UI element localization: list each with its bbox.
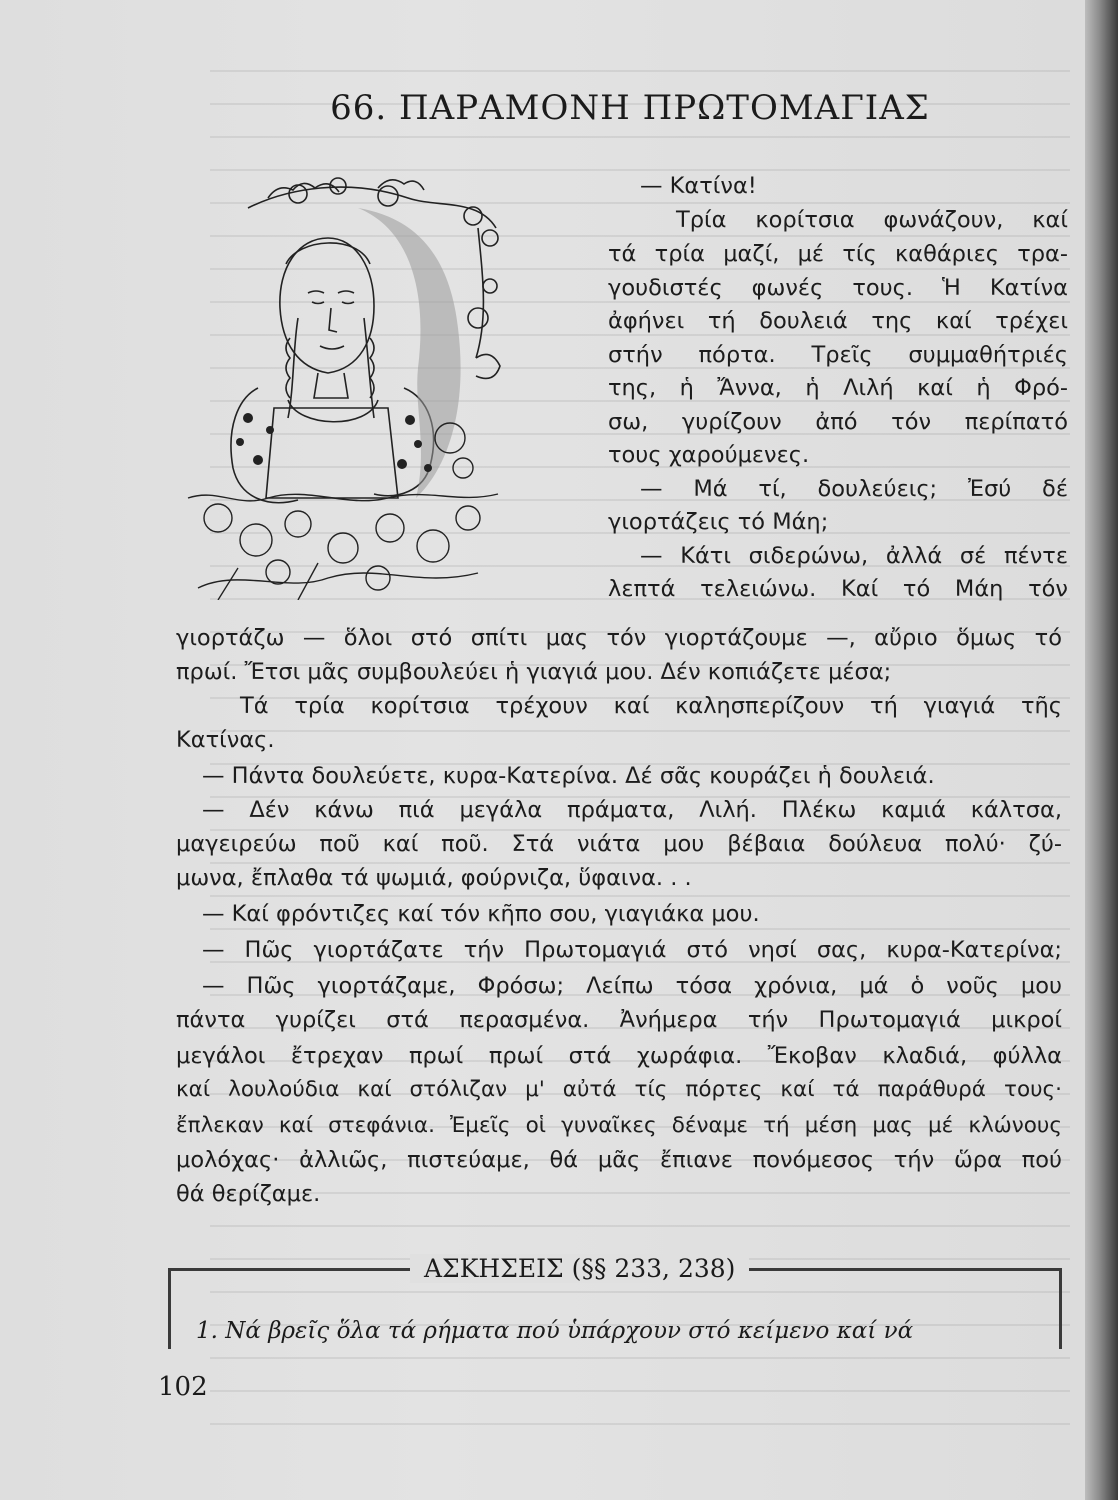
text-line: σω, γυρίζουν ἀπό τόν περίπατό [608, 408, 1068, 435]
text-line: τους χαρούμενες. [608, 442, 810, 468]
page-number: 102 [158, 1372, 208, 1402]
text-line: γουδιστές φωνές τους. Ἡ Κατίνα [608, 274, 1068, 301]
text-line: — Κατίνα! [640, 173, 757, 199]
exercise-item: 1. Νά βρεῖς ὅλα τά ρήματα πού ὑπάρχουν στό κείμενο καί νά [196, 1318, 914, 1344]
text-line: Κατίνας. [176, 727, 275, 753]
text-line: μεγάλοι ἔτρεχαν πρωί πρωί στά χωράφια. Ἔκοβαν κλαδιά, φύλλα [176, 1043, 1062, 1069]
exercises-title: ΑΣΚΗΣΕΙΣ (§§ 233, 238) [410, 1254, 749, 1283]
text-line: τά τρία μαζί, μέ τίς καθάριες τρα- [608, 241, 1068, 267]
book-spine [1085, 0, 1118, 1500]
text-line: γιορτάζω — ὅλοι στό σπίτι μας τόν γιορτάζουμε —, αὔριο ὅμως τό [176, 625, 1062, 651]
text-line: γιορτάζεις τό Μάη; [608, 509, 829, 535]
text-line: — Μά τί, δουλεύεις; Ἐσύ δέ [640, 475, 1068, 502]
text-line: — Καί φρόντιζες καί τόν κῆπο σου, γιαγιάκα μου. [202, 901, 760, 927]
text-line: μολόχας· ἀλλιῶς, πιστεύαμε, θά μᾶς ἔπιανε πονόμεσος τήν ὥρα πού [176, 1147, 1062, 1173]
text-line: ἔπλεκαν καί στεφάνια. Ἐμεῖς οἱ γυναῖκες δέναμε τή μέση μας μέ κλώνους [176, 1113, 1062, 1138]
text-line: — Κάτι σιδερώνω, ἀλλά σέ πέντε [640, 542, 1068, 569]
text-line: — Πάντα δουλεύετε, κυρα-Κατερίνα. Δέ σᾶς κουράζει ἡ δουλειά. [202, 763, 935, 789]
text-line: πρωί. Ἔτσι μᾶς συμβουλεύει ἡ γιαγιά μου. Δέν κοπιάζετε μέσα; [176, 659, 892, 685]
text-line: στήν πόρτα. Τρεῖς συμμαθήτριές [608, 341, 1068, 368]
text-line: λεπτά τελειώνω. Καί τό Μάη τόν [608, 576, 1068, 602]
text-line: — Πῶς γιορτάζαμε, Φρόσω; Λείπω τόσα χρόνια, μά ὁ νοῦς μου [202, 973, 1062, 999]
text-line: της, ἡ Ἄννα, ἡ Λιλή καί ἡ Φρό- [608, 375, 1068, 401]
girl-with-flowers-illustration [178, 168, 518, 600]
text-line: Τά τρία κορίτσια τρέχουν καί καλησπερίζουν τή γιαγιά τῆς [240, 693, 1062, 719]
text-line: πάντα γυρίζει στά περασμένα. Ἀνήμερα τήν Πρωτομαγιά μικροί [176, 1007, 1062, 1033]
text-line: μαγειρεύω ποῦ καί ποῦ. Στά νιάτα μου βέβαια δούλευα πολύ· ζύ- [176, 831, 1062, 857]
page-title: 66. ΠΑΡΑΜΟΝΗ ΠΡΩΤΟΜΑΓΙΑΣ [330, 88, 930, 128]
text-line: — Πῶς γιορτάζατε τήν Πρωτομαγιά στό νησί σας, κυρα-Κατερίνα; [202, 937, 1062, 963]
text-line: καί λουλούδια καί στόλιζαν μ' αὐτά τίς πόρτες καί τά παράθυρά τους· [176, 1077, 1062, 1102]
text-line: θά θερίζαμε. [176, 1181, 321, 1207]
text-line: — Δέν κάνω πιά μεγάλα πράματα, Λιλή. Πλέκω καμιά κάλτσα, [202, 797, 1062, 823]
text-line: ἀφήνει τή δουλειά της καί τρέχει [608, 308, 1068, 334]
text-line: Τρία κορίτσια φωνάζουν, καί [676, 207, 1068, 233]
text-line: μωνα, ἔπλαθα τά ψωμιά, φούρνιζα, ὕφαινα. . . [176, 865, 692, 891]
